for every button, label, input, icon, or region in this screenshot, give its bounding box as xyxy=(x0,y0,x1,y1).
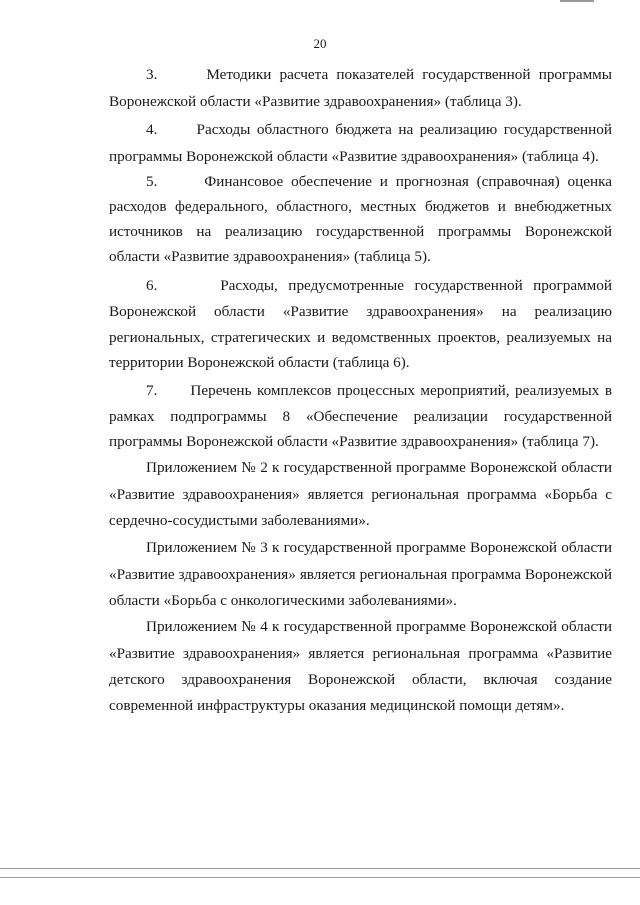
page-number: 20 xyxy=(313,36,327,51)
paragraph-7-line-1: Приложением № 3 к государственной программе Воронежской области xyxy=(146,539,612,556)
paragraph-5-line-1: 7. Перечень комплексов процессных мероприятий, реализуемых в xyxy=(146,382,612,399)
paragraph-5-line-2: рамках подпрограммы 8 «Обеспечение реализации государственной xyxy=(109,408,612,425)
paragraph-6-line-2: «Развитие здравоохранения» является региональная программа «Борьба с xyxy=(109,486,612,503)
paragraph-7-line-3: области «Борьба с онкологическими заболеваниями». xyxy=(109,592,457,609)
bottom-scan-line-1 xyxy=(0,868,640,869)
paragraph-3-line-4: области «Развитие здравоохранения» (таблица 5). xyxy=(109,248,431,265)
paragraph-1-line-2: Воронежской области «Развитие здравоохранения» (таблица 3). xyxy=(109,93,522,110)
paragraph-8-line-4: современной инфраструктуры оказания медицинской помощи детям». xyxy=(109,697,565,714)
paragraph-3-line-3: источников на реализацию государственной программы Воронежской xyxy=(109,223,612,240)
paragraph-7-line-2: «Развитие здравоохранения» является региональная программа Воронежской xyxy=(109,566,612,583)
paragraph-8-line-3: детского здравоохранения Воронежской области, включая создание xyxy=(109,671,612,688)
bottom-scan-line-2 xyxy=(0,877,640,878)
paragraph-3-line-1: 5. Финансовое обеспечение и прогнозная (справочная) оценка xyxy=(146,173,612,190)
paragraph-8-line-2: «Развитие здравоохранения» является региональная программа «Развитие xyxy=(109,645,612,662)
paragraph-4-line-4: территории Воронежской области (таблица 6). xyxy=(109,354,410,371)
paragraph-6-line-3: сердечно-сосудистыми заболеваниями». xyxy=(109,512,370,529)
paragraph-4-line-3: региональных, стратегических и ведомственных проектов, реализуемых на xyxy=(109,329,612,346)
paragraph-6-line-1: Приложением № 2 к государственной программе Воронежской области xyxy=(146,459,612,476)
paragraph-4-line-1: 6. Расходы, предусмотренные государственной программой xyxy=(146,277,612,294)
paragraph-1-line-1: 3. Методики расчета показателей государственной программы xyxy=(146,66,612,83)
paragraph-3-line-2: расходов федерального, областного, местных бюджетов и внебюджетных xyxy=(109,198,612,215)
paragraph-5-line-3: программы Воронежской области «Развитие здравоохранения» (таблица 7). xyxy=(109,433,599,450)
paragraph-2-line-2: программы Воронежской области «Развитие здравоохранения» (таблица 4). xyxy=(109,148,599,165)
paragraph-8-line-1: Приложением № 4 к государственной программе Воронежской области xyxy=(146,618,612,635)
paragraph-4-line-2: Воронежской области «Развитие здравоохранения» на реализацию xyxy=(109,303,612,320)
paragraph-2-line-1: 4. Расходы областного бюджета на реализацию государственной xyxy=(146,121,612,138)
